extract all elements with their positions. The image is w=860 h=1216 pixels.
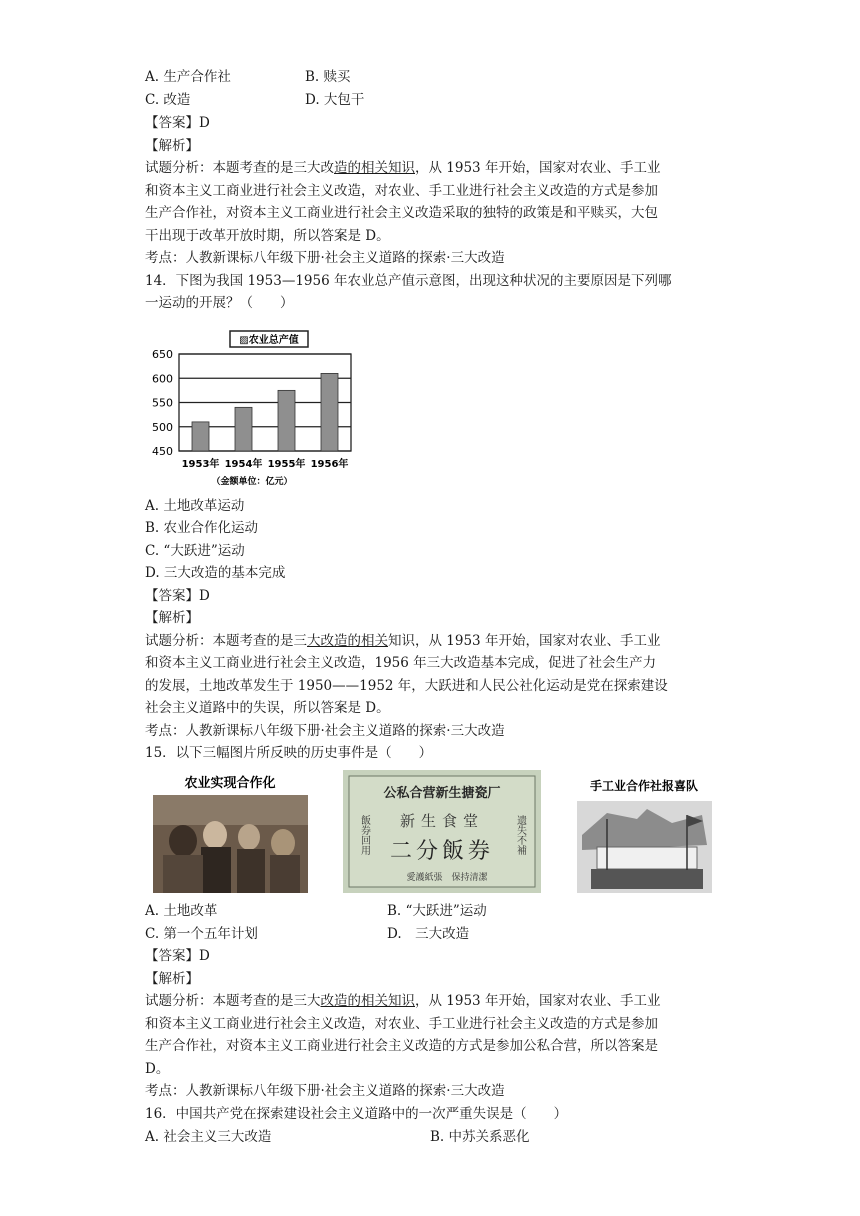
- q15-options-row2: [145, 924, 469, 944]
- ticket-left-text: 飯券回用: [358, 815, 370, 855]
- q15-analysis-line3: 生产合作社，对资本主义工商业进行社会主义改造的方式是参加公私合营，所以答案是: [145, 1038, 658, 1054]
- q14-stem-line2: 一运动的开展？（ ）: [145, 295, 294, 311]
- chart-y-tick-label: 650: [152, 348, 173, 361]
- q13-option-b: B. 赎买: [305, 69, 351, 85]
- q14-option-d: D. 三大改造的基本完成: [145, 565, 286, 581]
- q15-option-c: C. 第一个五年计划: [145, 926, 258, 942]
- ticket-main: 新生食堂: [399, 812, 485, 830]
- q13-answer: 【答案】D: [145, 115, 210, 131]
- chart-x-tick-label: 1953年: [181, 459, 220, 470]
- q13-option-d: D. 大包干: [305, 92, 365, 108]
- chart-y-tick-label: 500: [152, 420, 173, 434]
- q14-analysis-line3: 的发展，土地改革发生于 1950——1952 年，大跃进和人民公社化运动是党在探索建设: [145, 678, 668, 694]
- chart-bars: [192, 373, 338, 451]
- q14-analysis-heading: 【解析】: [145, 610, 199, 626]
- ticket-right-text: 遗失不補: [514, 815, 526, 855]
- chart-unit-note: （金额单位：亿元）: [211, 477, 293, 487]
- q16-option-a: A. 社会主义三大改造: [145, 1129, 272, 1145]
- q14-option-c: C. “大跃进”运动: [145, 543, 245, 559]
- q13-option-c: C. 改造: [145, 92, 191, 108]
- q15-option-b: B. “大跃进”运动: [387, 903, 487, 919]
- chart-x-tick-label: 1956年: [310, 459, 349, 470]
- q14-answer: 【答案】D: [145, 588, 210, 604]
- q13-options-row2: [145, 90, 364, 110]
- ticket-bottom-text: 愛護紙張 保持清潔: [406, 873, 488, 883]
- chart-bar: [192, 422, 209, 451]
- q13-options-row1: [145, 67, 351, 87]
- q14-analysis-line2: 和资本主义工商业进行社会主义改造，1956 年三大改造基本完成，促进了社会生产力: [145, 655, 657, 671]
- q14-analysis-line4: 社会主义道路中的失误，所以答案是 D。: [145, 700, 390, 716]
- q15-kaodian: 考点：人教新课标八年级下册·社会主义道路的探索·三大改造: [145, 1083, 505, 1099]
- chart-y-tick-label: 450: [152, 445, 173, 458]
- q16-stem: 16．中国共产党在探索建设社会主义道路中的一次严重失误是（ ）: [145, 1106, 568, 1122]
- chart-y-tick-label: 550: [152, 396, 173, 410]
- chart-bar: [235, 407, 252, 451]
- q14-option-a: A. 土地改革运动: [145, 498, 245, 514]
- q13-analysis-line1: 试题分析：本题考查的是三大改造的相关知识，从 1953 年开始，国家对农业、手工业: [145, 160, 661, 176]
- q16-option-b: B. 中苏关系恶化: [430, 1129, 530, 1145]
- chart-y-tick-label: 600: [152, 372, 173, 386]
- photo-handicraft-cooperative: [577, 775, 712, 893]
- q14-kaodian: 考点：人教新课标八年级下册·社会主义道路的探索·三大改造: [145, 723, 505, 739]
- q15-option-a: A. 土地改革: [145, 903, 218, 919]
- q14-analysis-line1: 试题分析：本题考查的是三大改造的相关知识，从 1953 年开始，国家对农业、手工业: [145, 633, 661, 649]
- ticket-title: 公私合营新生搪瓷厂: [383, 786, 501, 801]
- chart-bar: [278, 390, 295, 451]
- q13-analysis-line4: 干出现于改革开放时期，所以答案是 D。: [145, 228, 390, 244]
- q16-options-row1: [145, 1127, 530, 1147]
- photo1-title: 农业实现合作化: [184, 776, 276, 791]
- photo-agriculture-cooperative: [153, 771, 308, 893]
- chart-x-tick-label: 1955年: [267, 459, 306, 470]
- q13-analysis-line3: 生产合作社，对资本主义工商业进行社会主义改造采取的独特的政策是和平赎买，大包: [145, 205, 658, 221]
- q15-stem: 15．以下三幅图片所反映的历史事件是（ ）: [145, 745, 433, 761]
- q15-options-row1: [145, 901, 487, 921]
- q15-analysis-line4: D。: [145, 1061, 170, 1077]
- q13-analysis-heading: 【解析】: [145, 138, 199, 154]
- photo-meal-ticket: [343, 770, 541, 893]
- q13-kaodian: 考点：人教新课标八年级下册·社会主义道路的探索·三大改造: [145, 250, 505, 266]
- chart-y-ticks: [152, 348, 173, 458]
- q15-option-d: D. 三大改造: [387, 926, 470, 942]
- ticket-value: 二分飯券: [389, 839, 495, 864]
- q13-option-a: A. 生产合作社: [145, 69, 231, 85]
- chart-x-tick-label: 1954年: [224, 459, 263, 470]
- q13-analysis-line2: 和资本主义工商业进行社会主义改造，对农业、手工业进行社会主义改造的方式是参加: [145, 183, 658, 199]
- q15-analysis-line2: 和资本主义工商业进行社会主义改造，对农业、手工业进行社会主义改造的方式是参加: [145, 1016, 658, 1032]
- agri-output-chart: [145, 325, 360, 490]
- chart-legend: ▨农业总产值: [239, 335, 299, 346]
- q14-option-b: B. 农业合作化运动: [145, 520, 259, 536]
- q14-stem-line1: 14．下图为我国 1953—1956 年农业总产值示意图，出现这种状况的主要原因是下列哪: [145, 273, 672, 289]
- q15-analysis-line1: 试题分析：本题考查的是三大改造的相关知识，从 1953 年开始，国家对农业、手工业: [145, 993, 661, 1009]
- chart-bar: [321, 373, 338, 451]
- q15-answer: 【答案】D: [145, 948, 210, 964]
- q15-analysis-heading: 【解析】: [145, 971, 199, 987]
- photo3-title: 手工业合作社报喜队: [589, 779, 699, 793]
- chart-x-ticks: [182, 457, 349, 470]
